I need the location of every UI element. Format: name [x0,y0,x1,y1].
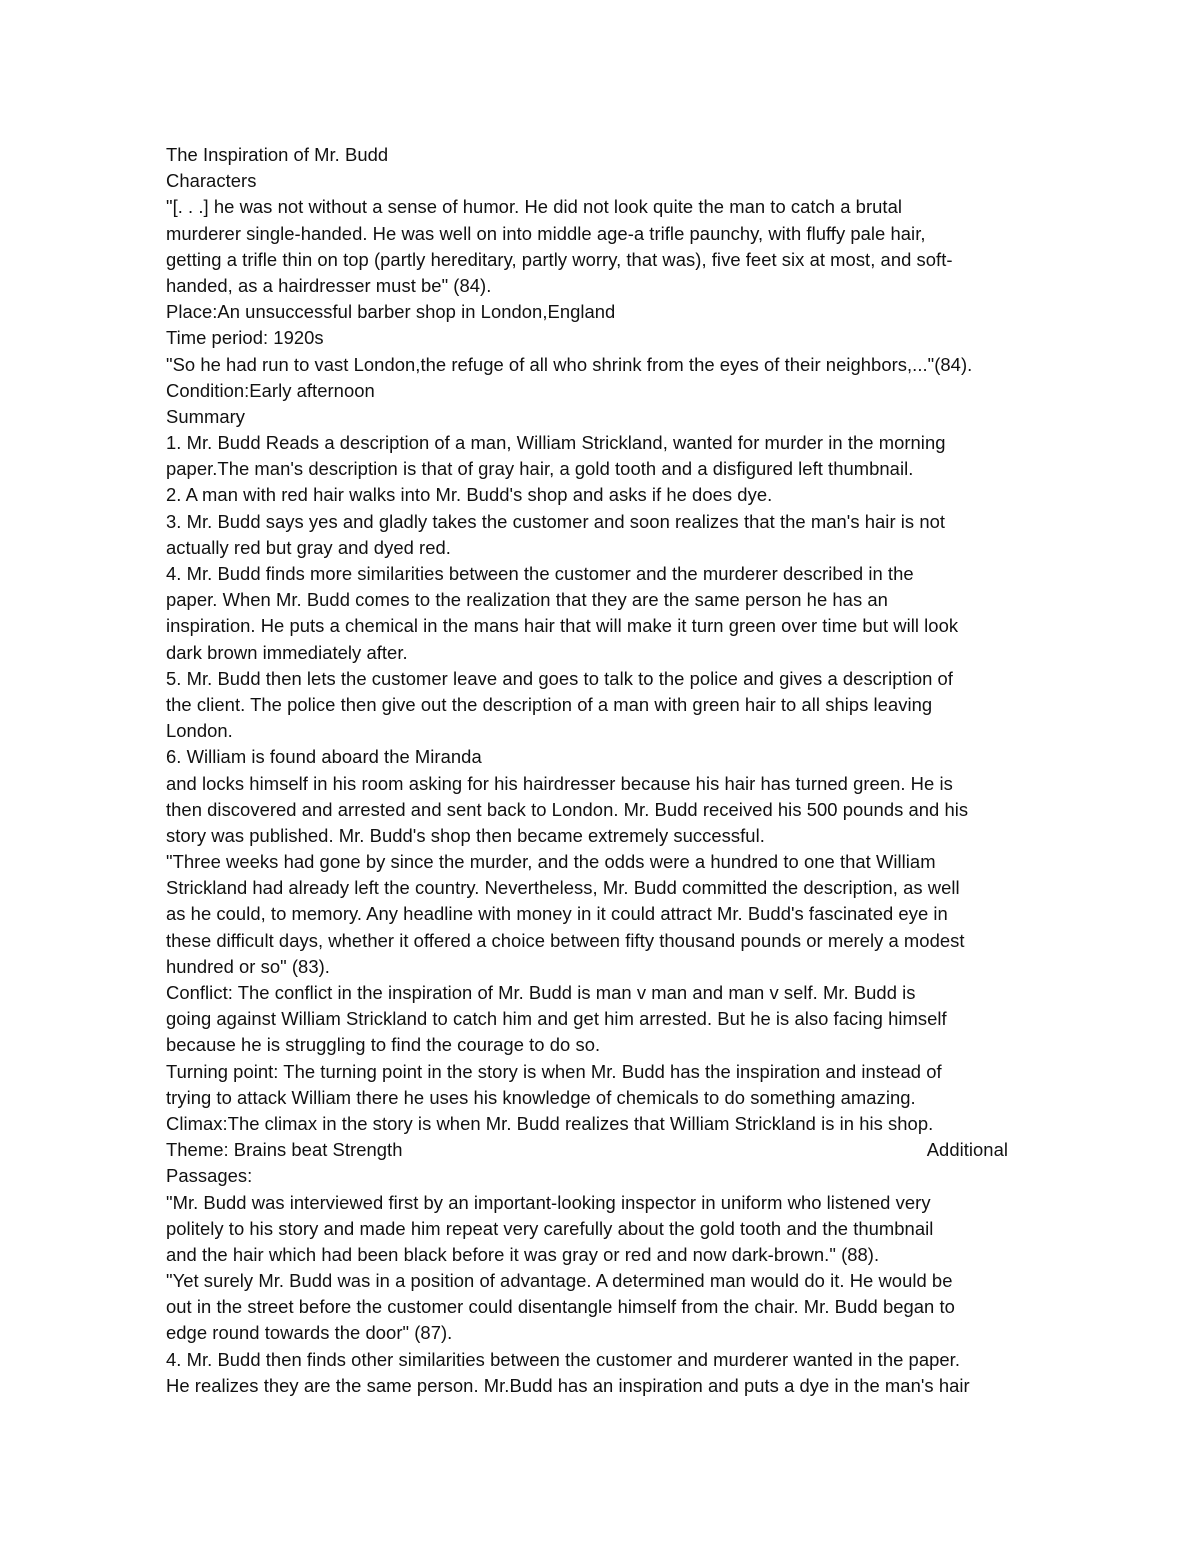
document-body [166,142,1046,1399]
text-line: because he is struggling to find the courage to do so. [166,1034,601,1056]
text-line: the client. The police then give out the description of a man with green hair to all ships leaving [166,693,933,715]
theme-text: Theme: Brains beat Strength [166,1139,403,1161]
text-line: 4. Mr. Budd finds more similarities between the customer and the murderer described in the [166,563,914,584]
text-line: paper. When Mr. Budd comes to the realization that they are the same person he has an [166,589,888,611]
section-heading-passages: Passages: [166,1165,253,1187]
text-line: hundred or so" (83). [166,955,330,977]
text-line: 5. Mr. Budd then lets the customer leave and goes to talk to the police and gives a description of [166,667,953,689]
turning-point-line: Turning point: The turning point in the story is when Mr. Budd has the inspiration and instead of [166,1060,942,1082]
text-line: and locks himself in his room asking for his hairdresser because his hair has turned green. He is [166,772,953,794]
text-line: getting a trifle thin on top (partly hereditary, partly worry, that was), five feet six at most, and soft- [166,248,953,270]
text-line: dark brown immediately after. [166,641,408,663]
text-line: 6. William is found aboard the Miranda [166,746,482,768]
text-line: "Yet surely Mr. Budd was in a position of advantage. A determined man would do it. He would be [166,1270,953,1292]
text-line: actually red but gray and dyed red. [166,536,451,558]
text-line: murderer single-handed. He was well on into middle age-a trifle paunchy, with fluffy pale hair, [166,222,926,244]
text-line: "So he had run to vast London,the refuge of all who shrink from the eyes of their neighbors,..."(84). [166,353,973,375]
text-line: out in the street before the customer could disentangle himself from the chair. Mr. Budd began to [166,1296,955,1318]
text-line: as he could, to memory. Any headline with money in it could attract Mr. Budd's fascinated eye in [166,903,948,925]
additional-text: Additional [926,1139,1008,1161]
text-line: London. [166,720,233,742]
climax-line: Climax:The climax in the story is when Mr. Budd realizes that William Strickland is in his shop. [166,1112,934,1134]
text-line: then discovered and arrested and sent back to London. Mr. Budd received his 500 pounds and his [166,798,969,820]
time-period-line: Time period: 1920s [166,327,324,349]
text-line: 3. Mr. Budd says yes and gladly takes the customer and soon realizes that the man's hair is not [166,510,946,532]
theme-line [166,1137,1008,1163]
text-line: "[. . .] he was not without a sense of humor. He did not look quite the man to catch a brutal [166,196,902,218]
text-line: handed, as a hairdresser must be" (84). [166,274,492,296]
section-heading-summary: Summary [166,405,246,427]
document-title: The Inspiration of Mr. Budd [166,144,389,165]
text-line: "Three weeks had gone by since the murder, and the odds were a hundred to one that William [166,851,936,873]
section-heading-characters: Characters [166,170,257,192]
condition-line: Condition:Early afternoon [166,379,375,401]
text-line: going against William Strickland to catch him and get him arrested. But he is also facing himself [166,1008,947,1030]
text-line: politely to his story and made him repeat very carefully about the gold tooth and the thumbnail [166,1217,934,1239]
text-line: "Mr. Budd was interviewed first by an important-looking inspector in uniform who listened very [166,1191,931,1213]
text-line: He realizes they are the same person. Mr.Budd has an inspiration and puts a dye in the man's hair [166,1374,970,1396]
text-line: edge round towards the door" (87). [166,1322,453,1344]
text-line: and the hair which had been black before it was gray or red and now dark-brown." (88). [166,1243,880,1265]
text-line: 1. Mr. Budd Reads a description of a man, William Strickland, wanted for murder in the morning [166,432,946,454]
text-line: Strickland had already left the country. Nevertheless, Mr. Budd committed the description, as well [166,877,960,899]
text-line: 2. A man with red hair walks into Mr. Budd's shop and asks if he does dye. [166,484,773,506]
text-line: inspiration. He puts a chemical in the mans hair that will make it turn green over time but will look [166,615,959,637]
text-line: story was published. Mr. Budd's shop then became extremely successful. [166,824,765,846]
conflict-line: Conflict: The conflict in the inspiration of Mr. Budd is man v man and man v self. Mr. Budd is [166,982,916,1003]
text-line: trying to attack William there he uses his knowledge of chemicals to do something amazing. [166,1086,916,1108]
text-line: these difficult days, whether it offered a choice between fifty thousand pounds or merely a modest [166,929,965,951]
text-line: 4. Mr. Budd then finds other similarities between the customer and murderer wanted in the paper. [166,1348,960,1370]
text-line: paper.The man's description is that of gray hair, a gold tooth and a disfigured left thumbnail. [166,458,914,480]
place-line: Place:An unsuccessful barber shop in London,England [166,301,616,323]
